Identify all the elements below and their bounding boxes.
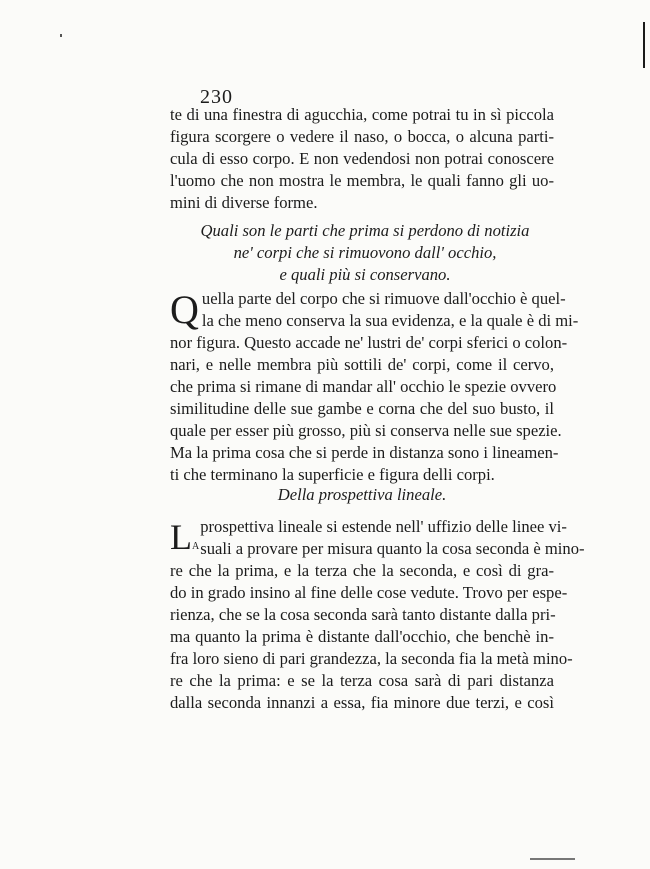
text-line: re che la prima: e se la terza cosa sarà di pari distanza [170,671,554,690]
heading-line: Quali son le parti che prima si perdono di notizia [200,221,530,240]
text-line: do in grado insino al fine delle cose vedute. Trovo per espe- [170,583,568,602]
text-line: mini di diverse forme. [170,193,318,212]
text-line: uella parte del corpo che si rimuove dall'occhio è quel- [201,289,566,308]
text-line: quale per esser più grosso, più si conserva nelle sue spezie. [170,421,562,440]
text-line: l'uomo che non mostra le membra, le quali fanno gli uo- [170,171,554,190]
drop-cap-letter: L [170,517,192,557]
text-line: nari, e nelle membra più sottili de' corpi, come il cervo, [170,355,554,374]
heading-line: ne' corpi che si rimuovono dall' occhio, [233,243,497,262]
text-line: suali a provare per misura quanto la cosa seconda è mino- [200,539,585,558]
text-line: che prima si rimane di mandar all' occhio le spezie ovvero [170,377,557,396]
text-line: la che meno conserva la sua evidenza, e la quale è di mi- [201,311,579,330]
text-line: te di una finestra di agucchia, come potrai tu in sì piccola [170,105,554,124]
section-heading-2 [170,484,554,506]
text-line: dalla seconda innanzi a essa, fia minore due terzi, e così [170,693,554,712]
text-line: cula di esso corpo. E non vedendosi non potrai conoscere [170,149,554,168]
scan-bottom-mark [530,858,575,860]
drop-cap [170,518,199,558]
text-line: prospettiva lineale si estende nell' uffizio delle linee vi- [200,517,567,536]
drop-cap: Q [170,287,199,332]
page-number: 230 [200,86,233,108]
text-line: ma quanto la prima è distante dall'occhio, che benchè in- [170,627,554,646]
paragraph-2 [170,287,579,486]
heading-line: Della prospettiva lineale. [277,485,447,504]
scan-speck [60,34,62,37]
section-heading-1 [160,220,570,286]
text-line: ti che terminano la superficie e figura delli corpi. [170,465,495,484]
text-line: re che la prima, e la terza che la seconda, e così di gra- [170,561,554,580]
paragraph-1 [170,104,554,214]
scan-edge-mark [643,22,645,68]
heading-line: e quali più si conservano. [279,265,451,284]
text-line: fra loro sieno di pari grandezza, la seconda fia la metà mino- [170,649,573,668]
paragraph-3 [170,516,585,714]
text-line: nor figura. Questo accade ne' lustri de' corpi sferici o colon- [170,333,568,352]
text-line: Ma la prima cosa che si perde in distanza sono i lineamen- [170,443,559,462]
text-line: rienza, che se la cosa seconda sarà tanto distante dalla pri- [170,605,556,624]
drop-cap-small: a [192,538,200,553]
text-line: similitudine delle sue gambe e corna che del suo busto, il [170,399,554,418]
text-line: figura scorgere o vedere il naso, o bocca, o alcuna parti- [170,127,554,146]
